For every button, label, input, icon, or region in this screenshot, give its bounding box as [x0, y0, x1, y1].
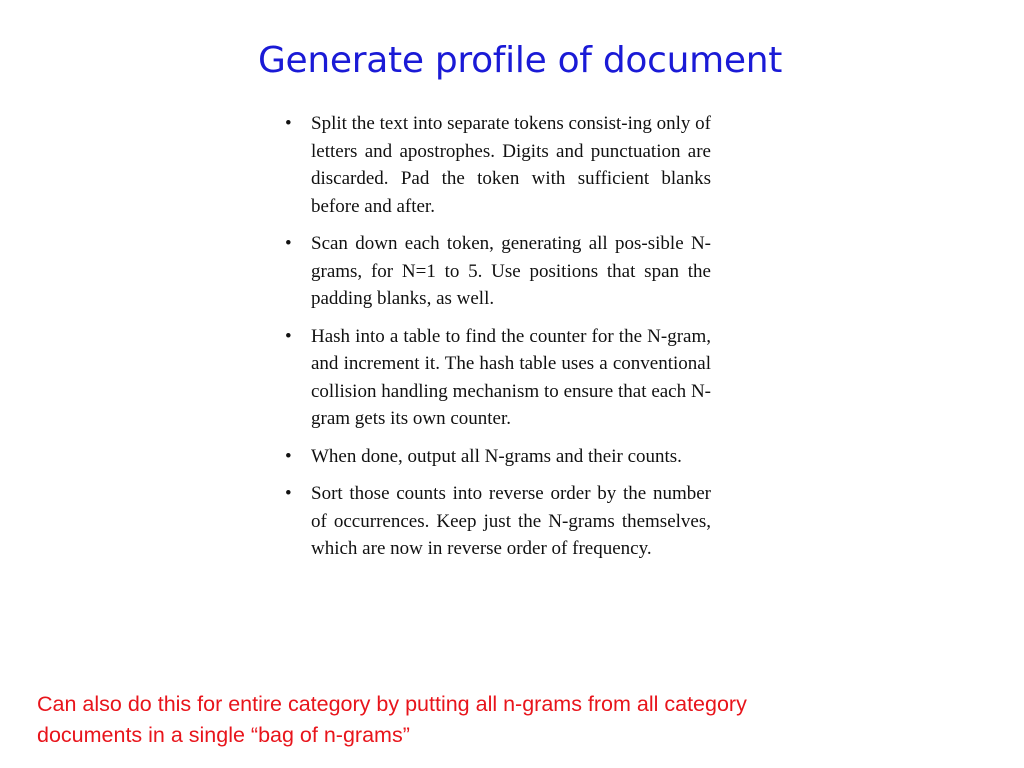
footnote-text: Can also do this for entire category by putting all n-grams from all category documents in a single “bag of n-grams”	[37, 692, 747, 747]
bullet-text: When done, output all N-grams and their counts.	[311, 445, 682, 467]
bullet-text: Hash into a table to find the counter for the N-gram, and increment it. The hash table uses a conventional collision handling mechanism to ensure that each N-gram gets its own counter.	[311, 325, 711, 429]
list-item	[283, 323, 711, 433]
slide-title: Generate profile of document	[257, 40, 783, 81]
bullet-text: Split the text into separate tokens consist-ing only of letters and apostrophes. Digits and punctuation are discarded. Pad the token with sufficient blanks before and after.	[311, 113, 711, 217]
list-item	[283, 443, 711, 471]
bullet-text: Sort those counts into reverse order by the number of occurrences. Keep just the N-grams themselves, which are now in reverse order of frequency.	[311, 483, 711, 559]
list-item	[283, 230, 711, 313]
bullet-icon: •	[285, 483, 292, 504]
bullet-icon: •	[285, 233, 292, 254]
bullet-list	[283, 110, 711, 573]
bullet-text: Scan down each token, generating all pos-sible N-grams, for N=1 to 5. Use positions that span the padding blanks, as well.	[311, 233, 711, 309]
bullet-icon: •	[285, 325, 292, 347]
list-item	[283, 480, 711, 563]
bullet-icon: •	[285, 445, 292, 467]
bullet-icon: •	[285, 113, 292, 134]
list-item	[283, 110, 711, 220]
